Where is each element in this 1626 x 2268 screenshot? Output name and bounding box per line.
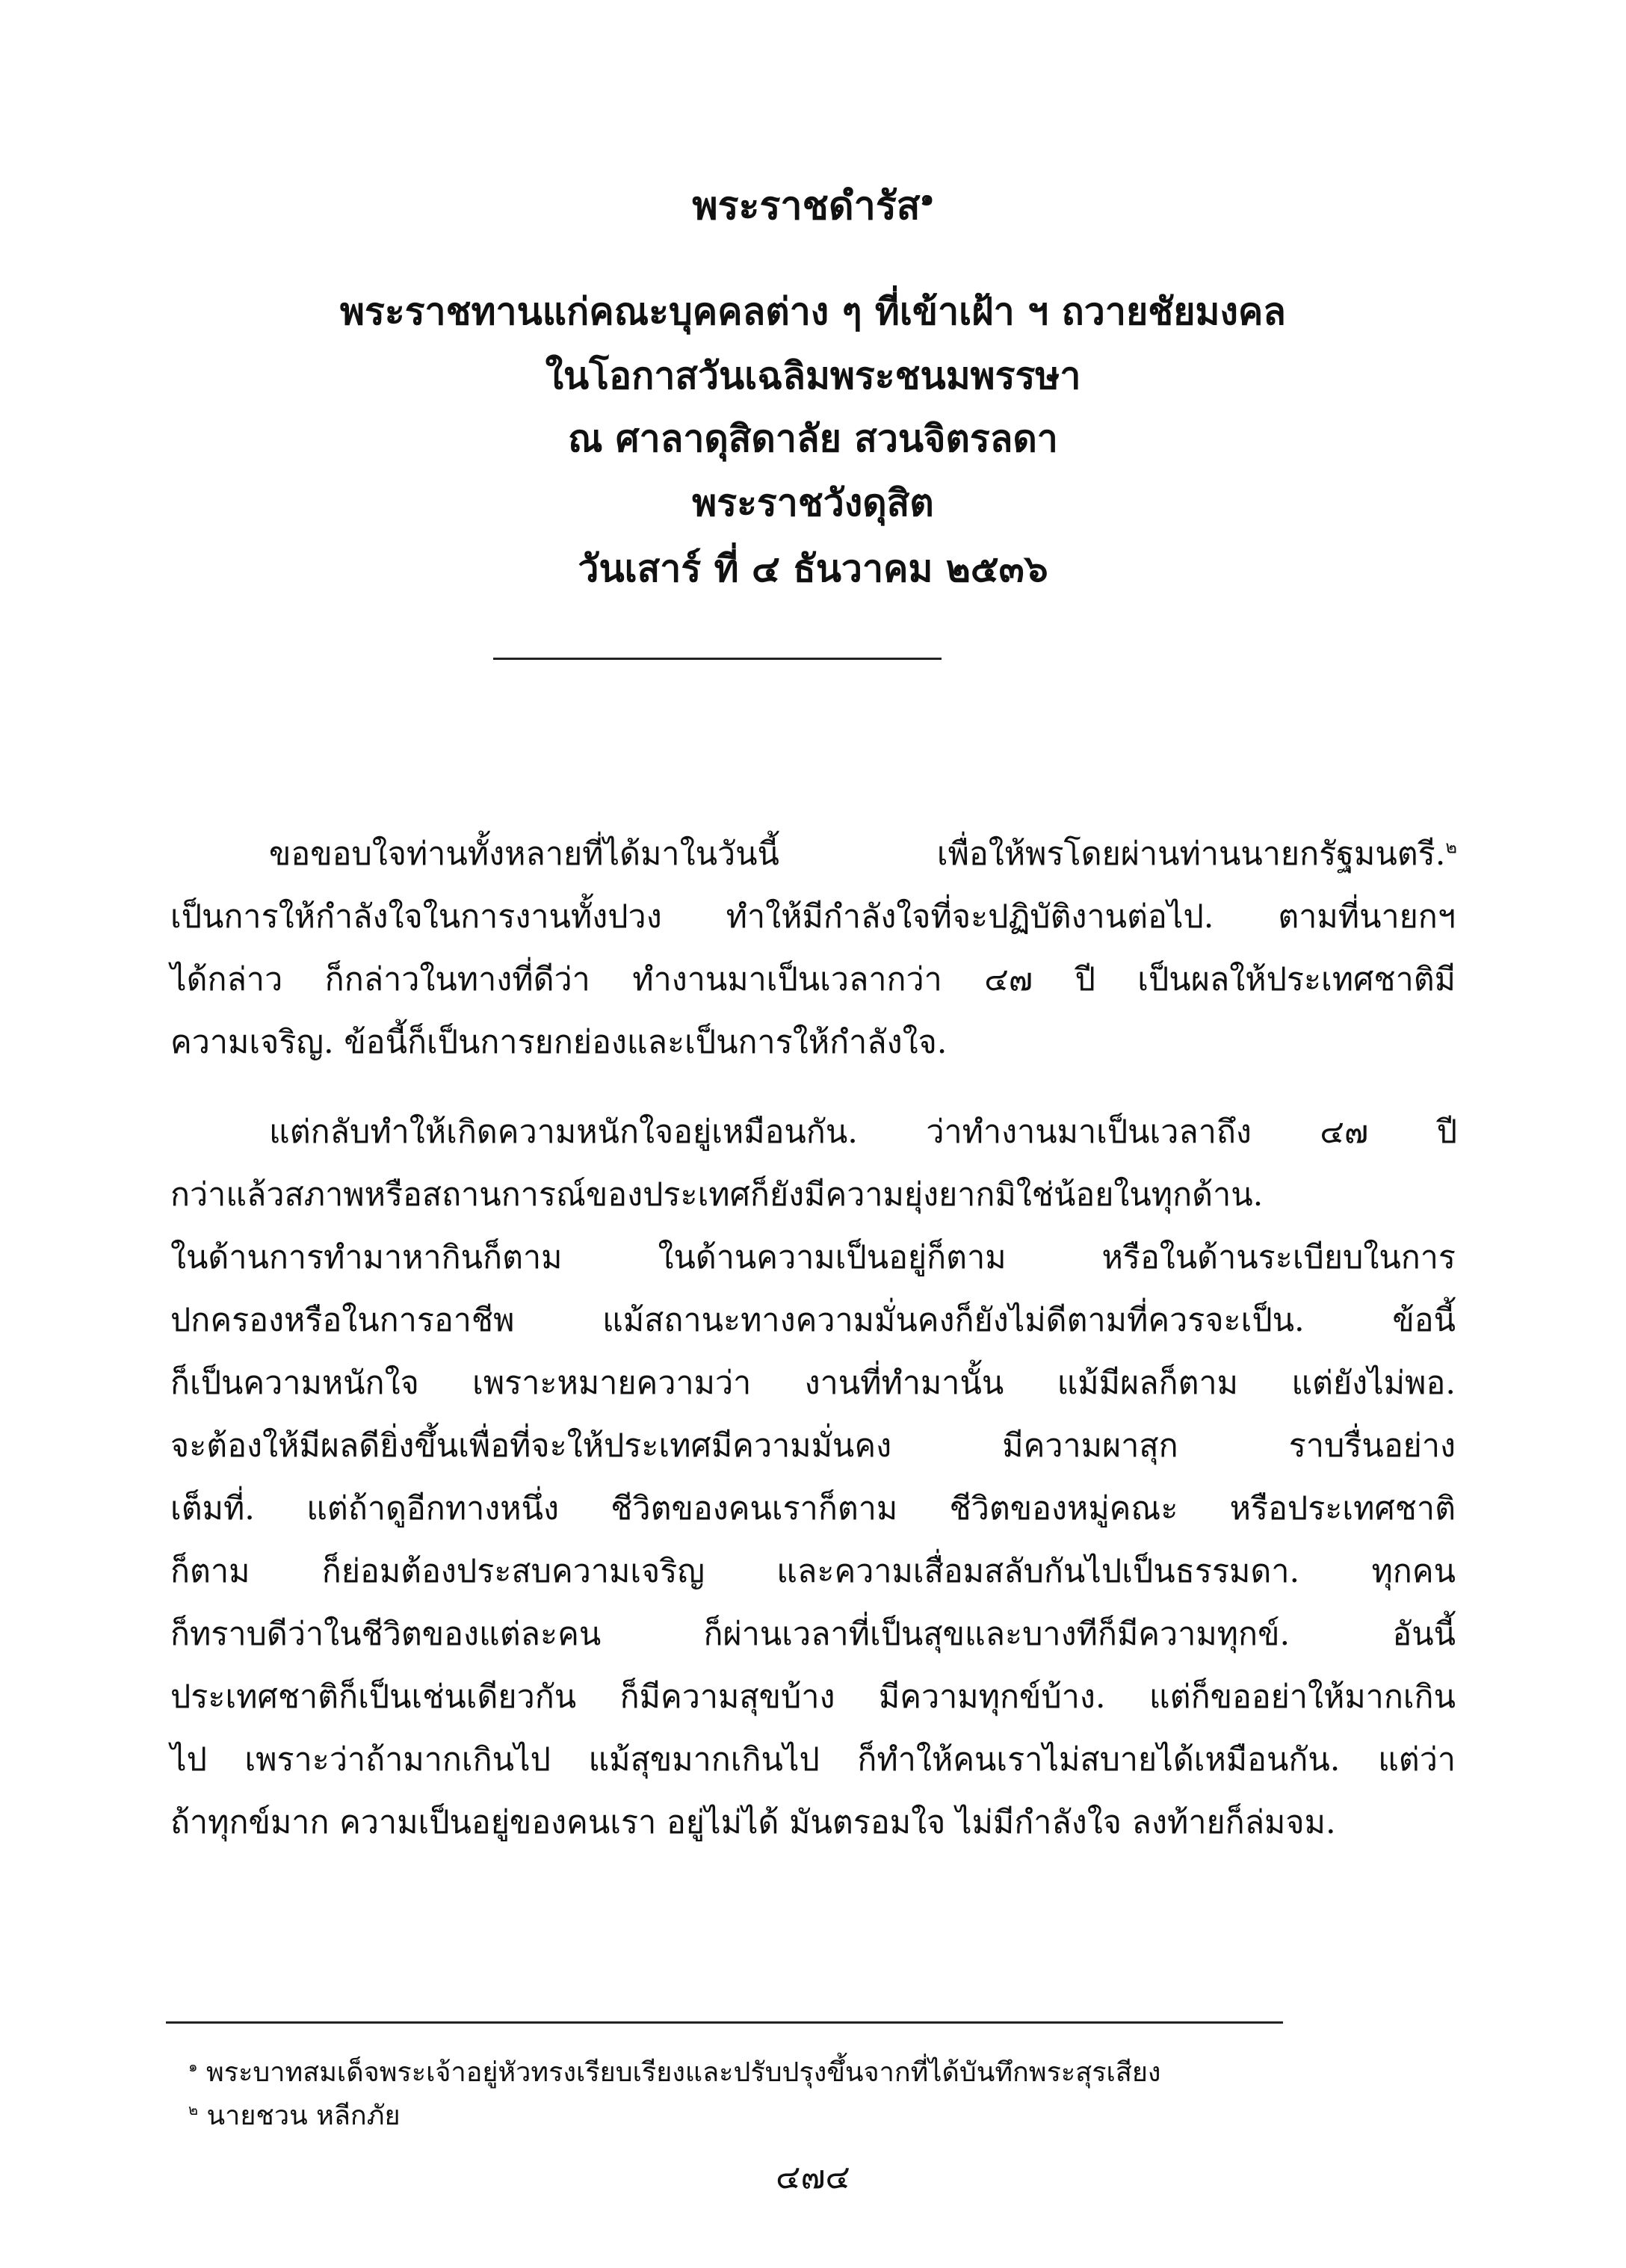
footnote-2-text: นายชวน หลีกภัย <box>206 2101 401 2131</box>
title-text: พระราชดำรัส <box>692 183 921 229</box>
footnote-1-mark: ๑ <box>188 2058 198 2075</box>
paragraph-line: ความเจริญ. ข้อนี้ก็เป็นการยกย่องและเป็นการให้กำลังใจ. <box>170 1024 948 1061</box>
paragraph-line: ได้กล่าว ก็กล่าวในทางที่ดีว่า ทำงานมาเป็นเวลากว่า ๔๗ ปี เป็นผลให้ประเทศชาติมี <box>170 961 1456 998</box>
heading-line-occasion: พระราชทานแก่คณะบุคคลต่าง ๆ ที่เข้าเฝ้า ฯ ถวายชัยมงคล <box>340 289 1286 333</box>
paragraph-line: ก็ทราบดีว่าในชีวิตของแต่ละคน ก็ผ่านเวลาที่เป็นสุขและบางทีก็มีความทุกข์. อันนี้ <box>170 1616 1456 1653</box>
paragraph-line: เป็นการให้กำลังใจในการงานทั้งปวง ทำให้มีกำลังใจที่จะปฏิบัติงานต่อไป. ตามที่นายกฯ <box>170 898 1456 936</box>
footnote-divider <box>166 2021 1283 2024</box>
paragraph-line: เต็มที่. แต่ถ้าดูอีกทางหนึ่ง ชีวิตของคนเราก็ตาม ชีวิตของหมู่คณะ หรือประเทศชาติ <box>170 1490 1456 1527</box>
heading-line-venue: ณ ศาลาดุสิดาลัย สวนจิตรลดา <box>568 416 1058 460</box>
footnote-1 <box>188 2057 1161 2088</box>
heading-divider <box>493 658 942 660</box>
paragraph-line: ถ้าทุกข์มาก ความเป็นอยู่ของคนเรา อยู่ไม่ได้ มันตรอมใจ ไม่มีกำลังใจ ลงท้ายก็ล่มจม. <box>170 1804 1336 1841</box>
paragraph-line: แต่กลับทำให้เกิดความหนักใจอยู่เหมือนกัน. ว่าทำงานมาเป็นเวลาถึง ๔๗ ปี <box>269 1113 1457 1151</box>
footnote-2 <box>188 2103 401 2130</box>
footnote-1-text: พระบาทสมเด็จพระเจ้าอยู่หัวทรงเรียบเรียงและปรับปรุงขึ้นจากที่ได้บันทึกพระสุรเสียง <box>206 2057 1161 2088</box>
page-number: ๔๗๔ <box>776 2158 850 2196</box>
title-footnote-mark: ๑ <box>920 185 934 211</box>
paragraph-line: ก็ตาม ก็ย่อมต้องประสบความเจริญ และความเสื่อมสลับกันไปเป็นธรรมดา. ทุกคน <box>170 1553 1456 1590</box>
heading-line-palace: พระราชวังดุสิต <box>692 481 934 525</box>
footnote-2-mark: ๒ <box>188 2101 199 2119</box>
footnote-mark-2: ๒ <box>1445 836 1457 858</box>
paragraph-line <box>269 835 1457 873</box>
paragraph-line-text: ขอขอบใจท่านทั้งหลายที่ได้มาในวันนี้ เพื่อให้พรโดยผ่านท่านนายกรัฐมนตรี. <box>269 835 1446 873</box>
paragraph-line: ประเทศชาติก็เป็นเช่นเดียวกัน ก็มีความสุขบ้าง มีความทุกข์บ้าง. แต่ก็ขออย่าให้มากเกิน <box>170 1678 1456 1716</box>
paragraph-line: จะต้องให้มีผลดียิ่งขึ้นเพื่อที่จะให้ประเทศมีความมั่นคง มีความผาสุก ราบรื่นอย่าง <box>170 1427 1456 1465</box>
paragraph-line: ในด้านการทำมาหากินก็ตาม ในด้านความเป็นอยู่ก็ตาม หรือในด้านระเบียบในการ <box>170 1239 1456 1276</box>
heading-line-event: ในโอกาสวันเฉลิมพระชนมพรรษา <box>545 353 1081 398</box>
page-title <box>0 183 1626 229</box>
paragraph-line: กว่าแล้วสภาพหรือสถานการณ์ของประเทศก็ยังมีความยุ่งยากมิใช่น้อยในทุกด้าน. <box>170 1176 1264 1214</box>
heading-line-date: วันเสาร์ ที่ ๔ ธันวาคม ๒๕๓๖ <box>578 546 1048 590</box>
paragraph-line: ไป เพราะว่าถ้ามากเกินไป แม้สุขมากเกินไป ก็ทำให้คนเราไม่สบายได้เหมือนกัน. แต่ว่า <box>170 1741 1456 1779</box>
paragraph-line: ก็เป็นความหนักใจ เพราะหมายความว่า งานที่ทำมานั้น แม้มีผลก็ตาม แต่ยังไม่พอ. <box>170 1365 1456 1402</box>
paragraph-line: ปกครองหรือในการอาชีพ แม้สถานะทางความมั่นคงก็ยังไม่ดีตามที่ควรจะเป็น. ข้อนี้ <box>170 1302 1456 1339</box>
